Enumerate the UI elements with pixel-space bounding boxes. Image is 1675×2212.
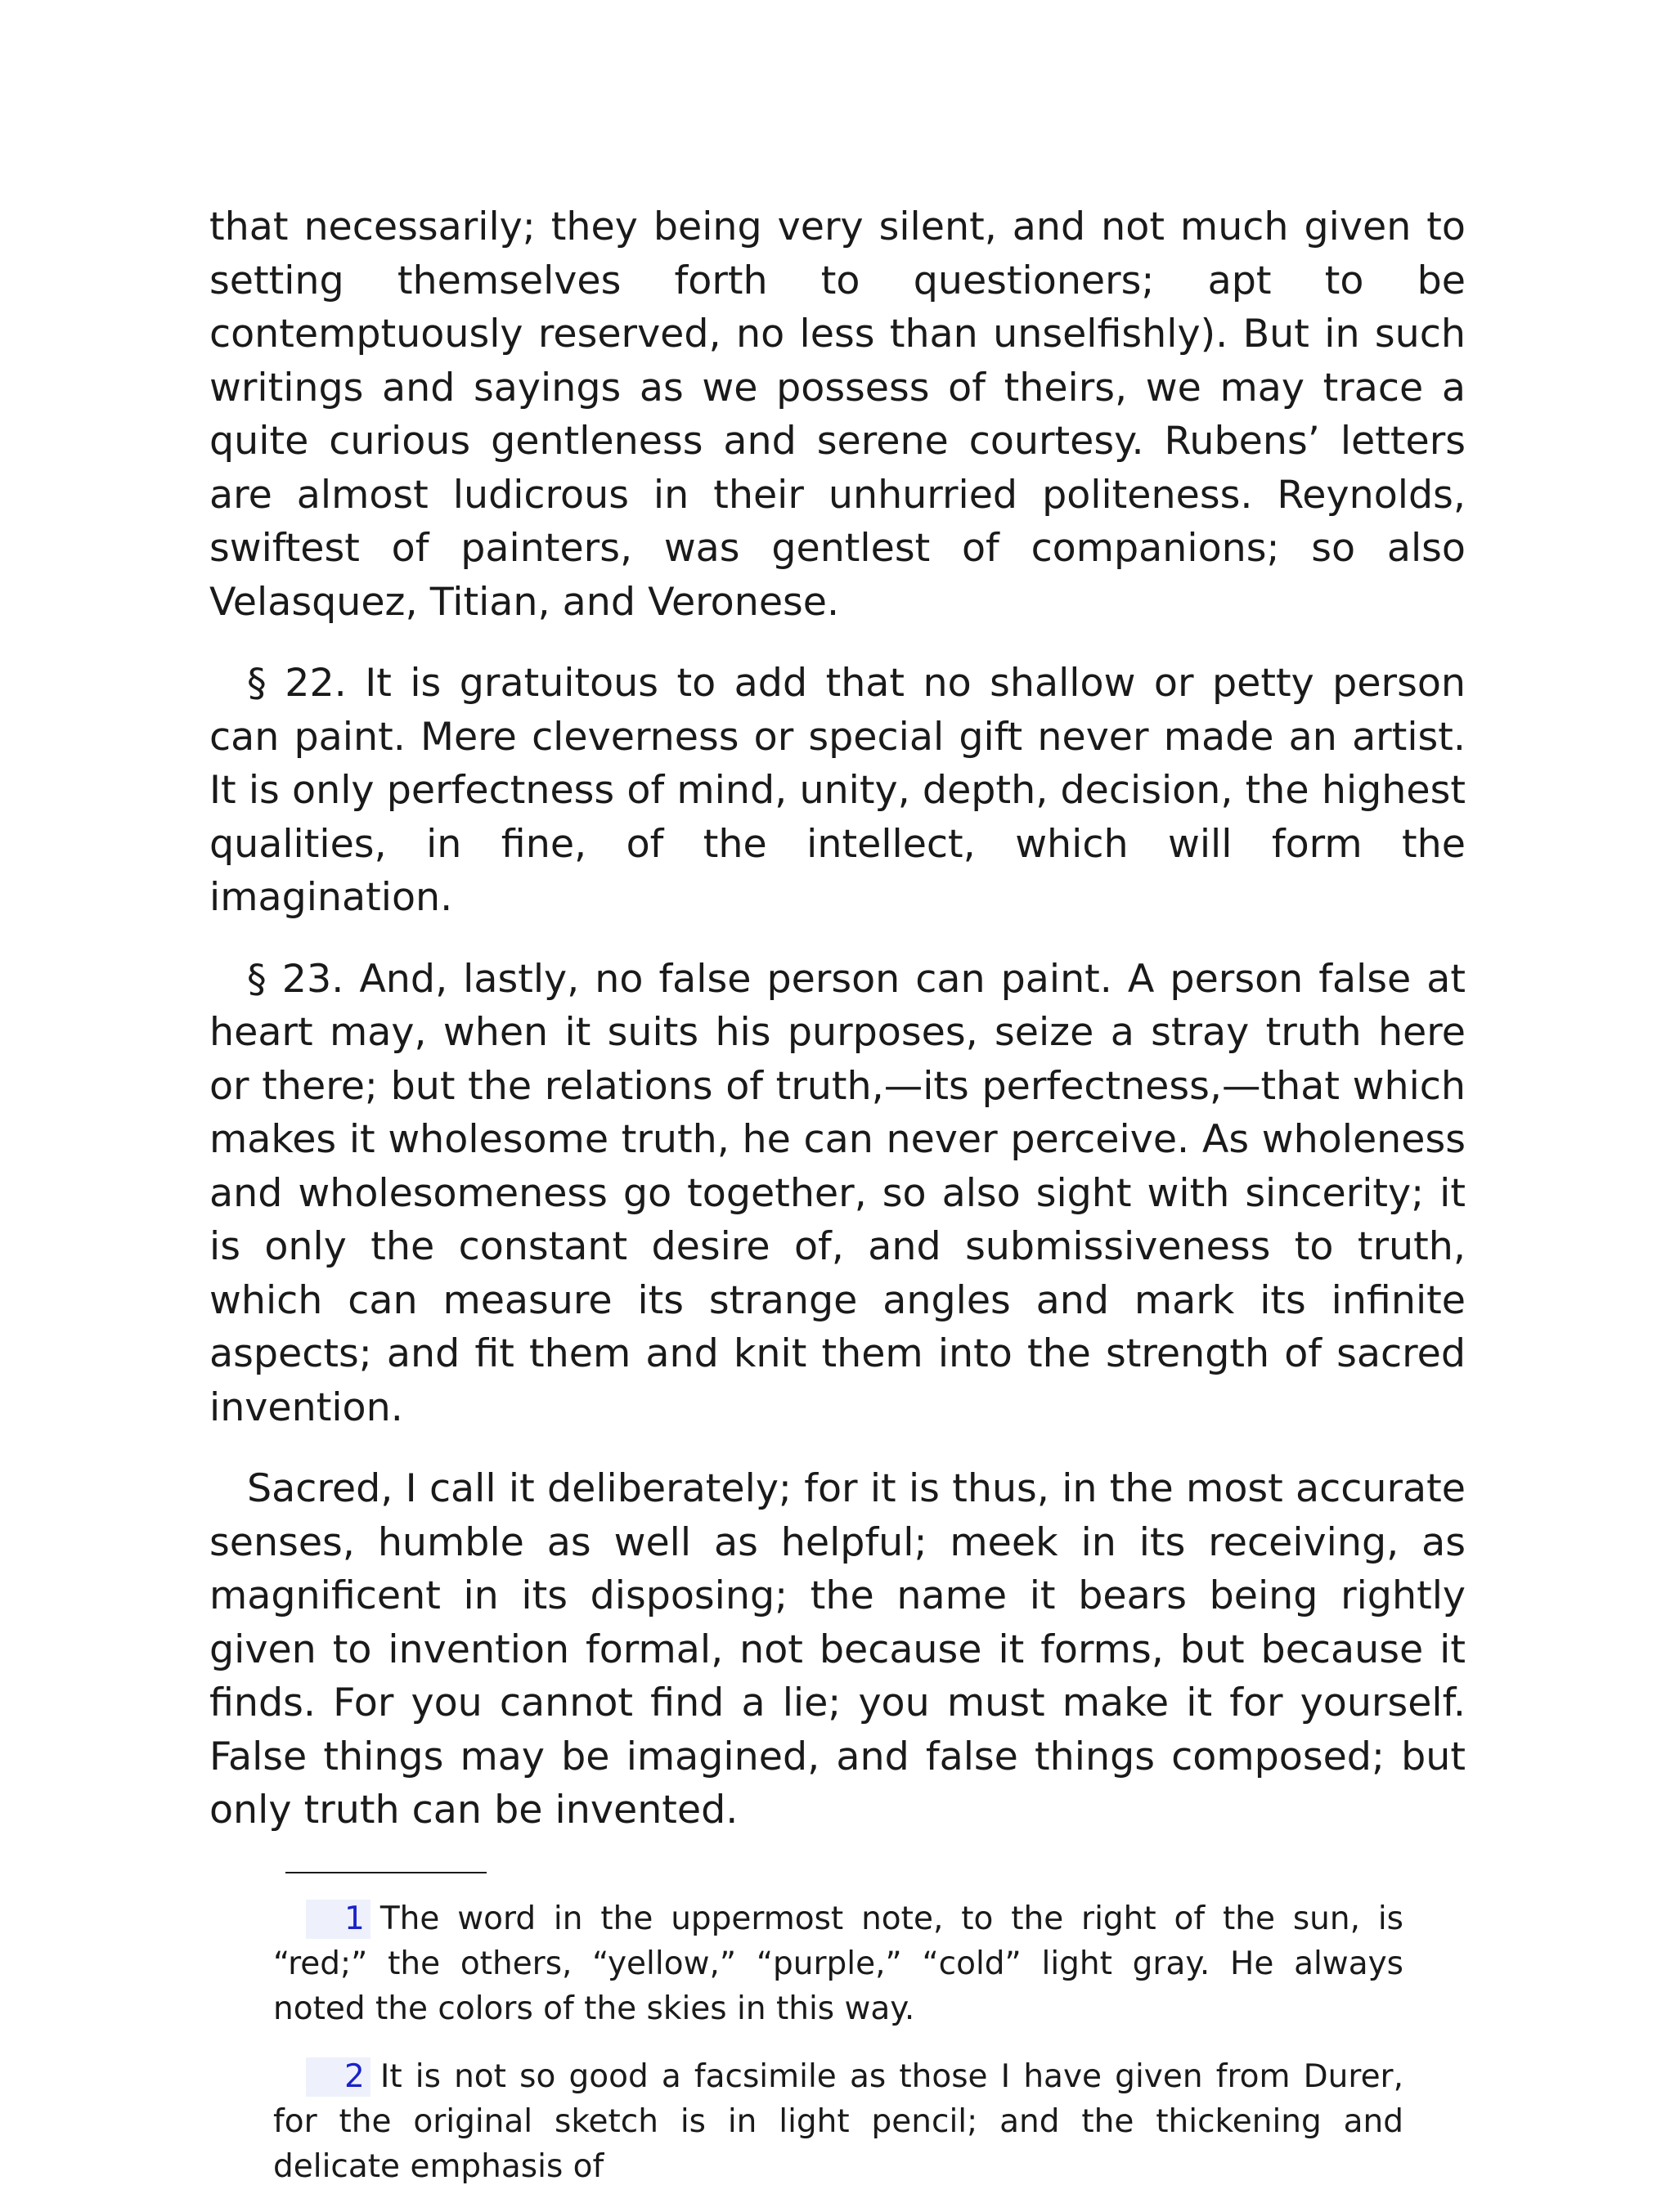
footnote-divider — [285, 1872, 487, 1873]
footnote-1-text: The word in the uppermost note, to the right of the sun, is “red;” the others, “yellow,” “purple,” “cold” light gray. He always noted the colors of the skies in this way. — [273, 1900, 1403, 2027]
page-body — [209, 200, 1466, 2212]
paragraph-section-23: § 23. And, lastly, no false person can paint. A person false at heart may, when it suits his purposes, seize a stray truth here or there; but the relations of truth,—its perfectness,—that which makes it wholesome truth, he can never perceive. As wholeness and wholesomeness go together, so also sight with sincerity; it is only the constant desire of, and submissiveness to truth, which can measure its strange angles and mark its infinite aspects; and fit them and knit them into the strength of sacred invention. — [209, 956, 1466, 1430]
footnote-2-text: It is not so good a facsimile as those I have given from Durer, for the original sketch is in light pencil; and the thickening and delicate emphasis of — [273, 2057, 1403, 2185]
footnotes-section — [273, 1896, 1403, 2189]
footnote-1 — [273, 1896, 1403, 2031]
footnote-2-link[interactable]: 2 — [306, 2057, 370, 2097]
paragraph-section-22: § 22. It is gratuitous to add that no shallow or petty person can paint. Mere cleverness or special gift never made an artist. It is only perfectness of mind, unity, depth, decision, the highest qualities, in fine, of the intellect, which will form the imagination. — [209, 661, 1466, 920]
footnote-2 — [273, 2054, 1403, 2189]
paragraph-continuation: that necessarily; they being very silent, and not much given to setting themselves forth to questioners; apt to be contemptuously reserved, no less than unselfishly). But in such writings and sayings as we possess of theirs, we may trace a quite curious gentleness and serene courtesy. Rubens’ letters are almost ludicrous in their unhurried politeness. Reynolds, swiftest of painters, was gentlest of companions; so also Velasquez, Titian, and Veronese. — [209, 204, 1466, 625]
paragraph-sacred: Sacred, I call it deliberately; for it is thus, in the most accurate senses, humble as well as helpful; meek in its receiving, as magnificent in its disposing; the name it bears being rightly given to invention formal, not because it forms, but because it finds. For you cannot find a lie; you must make it for yourself. False things may be imagined, and false things composed; but only truth can be invented. — [209, 1466, 1466, 1833]
footnote-1-link[interactable]: 1 — [306, 1900, 370, 1939]
